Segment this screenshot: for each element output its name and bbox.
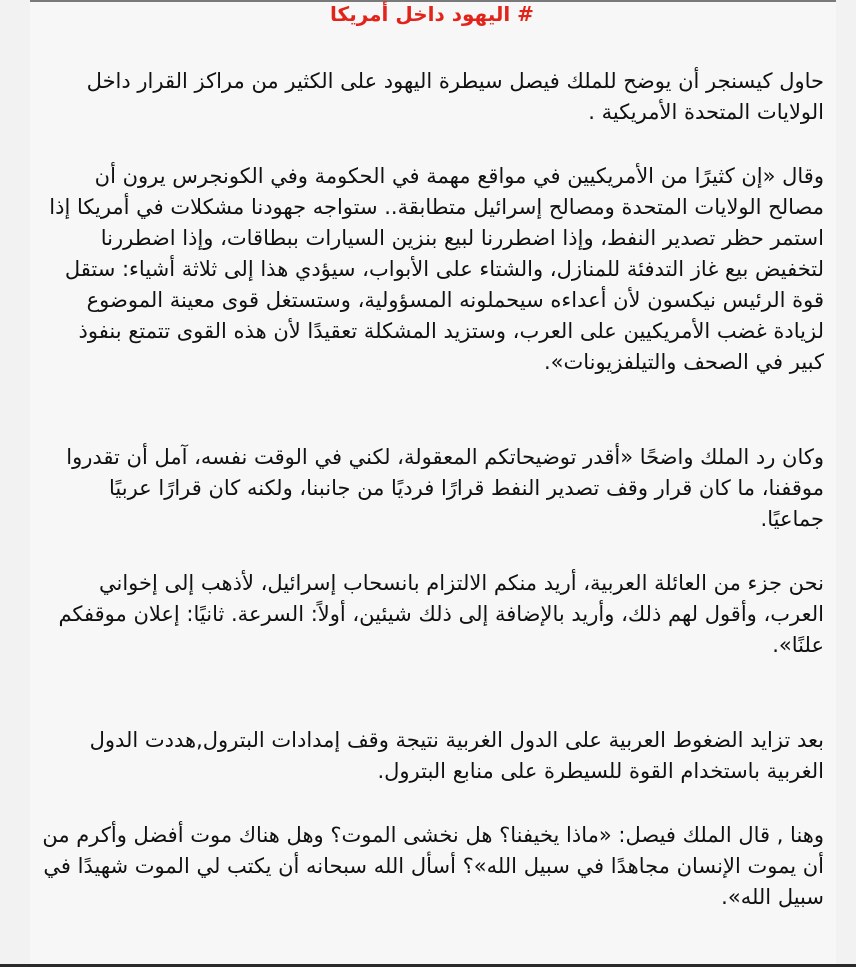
paragraph-1: حاول كيسنجر أن يوضح للملك فيصل سيطرة اليهود على الكثير من مراكز القرار داخل الولايات المتحدة الأمريكية . [86,69,824,124]
paragraph-2: وقال «إن كثيرًا من الأمريكيين في مواقع مهمة في الحكومة وفي الكونجرس يرون أن مصالح الولايات المتحدة ومصالح إسرائيل متطابقة.. ستواجه جهودنا مشكلات في أمريكا إذا استمر حظر تصدير النفط، وإذا اضطررنا لبيع بنزين السيارات ببطاقات، وإذا اضطررنا لتخفيض بيع غاز التدفئة للمنازل، والشتاء على الأبواب، سيؤدي هذا إلى ثلاثة أشياء: ستقل قوة الرئيس نيكسون لأن أعداءه سيحملونه المسؤولية، وستستغل قوى معينة الموضوع لزيادة غضب الأمريكيين على العرب، وستزيد المشكلة تعقيدًا لأن هذه القوى تتمتع بنفوذ كبير في الصحف والتيلفزيونات». [49,164,824,374]
paragraph-6: وهنا , قال الملك فيصل: «ماذا يخيفنا؟ هل نخشى الموت؟ وهل هناك موت أفضل وأكرم من أن يموت الإنسان مجاهدًا في سبيل الله»؟ أسأل الله سبحانه أن يكتب لي الموت شهيدًا في سبيل الله». [42,823,824,909]
article-heading: # اليهود داخل أمريكا [330,2,534,26]
article-body [40,0,824,913]
paragraph-5: بعد تزايد الضغوط العربية على الدول الغربية نتيجة وقف إمدادات البترول,هددت الدول الغربية باستخدام القوة للسيطرة على منابع البترول. [89,728,824,783]
paragraph-4: نحن جزء من العائلة العربية، أريد منكم الالتزام بانسحاب إسرائيل، لأذهب إلى إخواني العرب، وأقول لهم ذلك، وأريد بالإضافة إلى ذلك شيئين، أولاً: السرعة. ثانيًا: إعلان موقفكم علنًا». [58,571,824,657]
paragraph-3: وكان رد الملك واضحًا «أقدر توضيحاتكم المعقولة، لكني في الوقت نفسه، آمل أن تقدروا موقفنا، ما كان قرار وقف تصدير النفط قرارًا فرديًا من جانبنا، ولكنه كان قرارًا عربيًا جماعيًا. [66,445,824,531]
